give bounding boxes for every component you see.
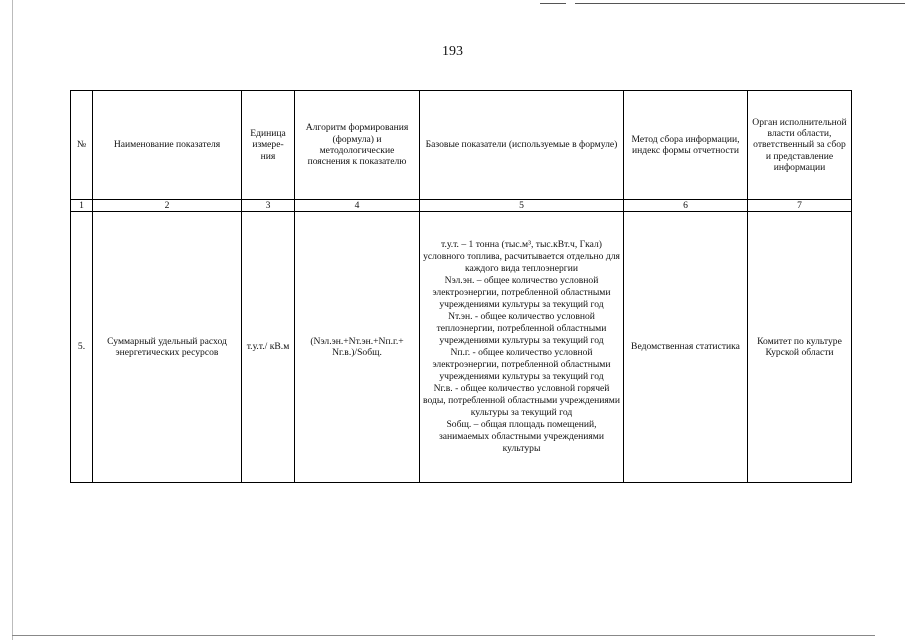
- row-base-indicators: [420, 212, 624, 483]
- base-item: Nт.эн. - общее количество условной теплоэнергии, потребленной областными учреждениями культуры за текущий год: [436, 311, 607, 346]
- column-number: 6: [624, 200, 748, 212]
- row-formula: (Nэл.эн.+Nт.эн.+Nп.г.+ Nг.в.)/Sобщ.: [295, 212, 420, 483]
- row-responsible-organ: Комитет по культуре Курской области: [748, 212, 852, 483]
- header-collection-method: Метод сбора информации, индекс формы отчетности: [624, 91, 748, 200]
- row-indicator-name: Суммарный удельный расход энергетических ресурсов: [93, 212, 242, 483]
- column-number-row: [71, 200, 852, 212]
- column-number: 4: [295, 200, 420, 212]
- header-responsible-organ: Орган исполнительной власти области, ответственный за сбор и представление информации: [748, 91, 852, 200]
- base-item: Sобщ. – общая площадь помещений, занимаемых областными учреждениями культуры: [438, 419, 604, 454]
- top-rule-long: [575, 3, 905, 4]
- header-base-indicators: Базовые показатели (используемые в формуле): [420, 91, 624, 200]
- row-unit: т.у.т./ кВ.м: [242, 212, 295, 483]
- row-collection-method: Ведомственная статистика: [624, 212, 748, 483]
- column-number: 5: [420, 200, 624, 212]
- left-scan-edge: [12, 0, 13, 640]
- top-rule-short: [540, 3, 566, 4]
- header-indicator-name: Наименование показателя: [93, 91, 242, 200]
- column-number: 2: [93, 200, 242, 212]
- base-item: т.у.т. – 1 тонна (тыс.м³, тыс.кВт.ч, Гкал) условного топлива, расчитывается отдельно для каждого вида теплоэнергии: [423, 239, 620, 274]
- row-number: 5.: [71, 212, 93, 483]
- base-item: Nг.в. - общее количество условной горячей воды, потребленной областными учреждениями культуры за текущий год: [423, 383, 621, 418]
- table-row: [71, 212, 852, 483]
- bottom-scan-edge: [12, 635, 875, 636]
- header-number: №: [71, 91, 93, 200]
- column-number: 3: [242, 200, 295, 212]
- header-algorithm: Алгоритм формирования (формула) и методологические пояснения к показателю: [295, 91, 420, 200]
- column-number: 1: [71, 200, 93, 212]
- page-number: 193: [442, 44, 463, 59]
- base-item: Nп.г. - общее количество условной электроэнергии, потребленной областными учреждениями культуры за текущий год: [432, 347, 611, 382]
- column-number: 7: [748, 200, 852, 212]
- table-header-row: [71, 91, 852, 200]
- header-unit: Единица измере-ния: [242, 91, 295, 200]
- base-item: Nэл.эн. – общее количество условной электроэнергии, потребленной областными учреждениями культуры за текущий год: [432, 275, 611, 310]
- indicator-table: [70, 90, 852, 483]
